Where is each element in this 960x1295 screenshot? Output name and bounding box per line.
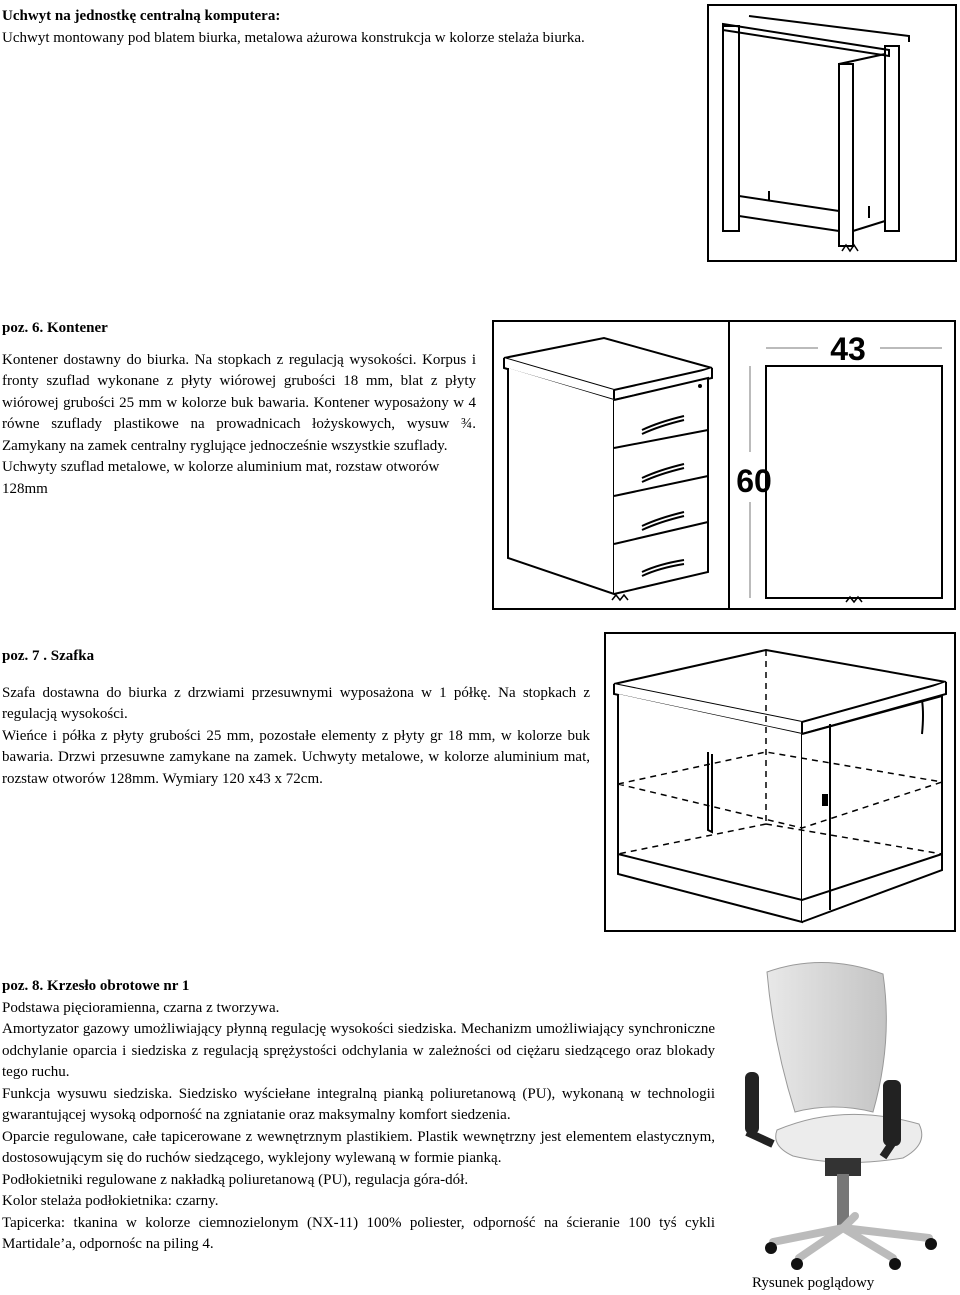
poz8-paragraph-5: Podłokietniki regulowane z nakładką poliuretanową (PU), regulacja góra-dół. — [2, 1171, 469, 1188]
poz8-paragraph-1: Podstawa pięcioramienna, czarna z tworzywa. — [2, 999, 280, 1016]
chair-caption: Rysunek poglądowy — [752, 1275, 875, 1291]
dimension-height-label: 60 — [736, 463, 772, 499]
poz6-section — [2, 318, 476, 500]
poz8-paragraph-7: Tapicerka: tkanina w kolorze ciemnozielonym (NX-11) 100% poliester, odporność na ścieranie 100 tyś cykli Martidale’a, odpornośc na piling 4. — [2, 1214, 715, 1252]
container-drawing — [492, 320, 732, 610]
uchwyt-title: Uchwyt na jednostkę centralną komputera: — [2, 8, 281, 24]
poz8-paragraph-2: Amortyzator gazowy umożliwiający płynną regulację wysokości siedziska. Mechanizm umożliwiający synchroniczne odchylanie oparcia i siedziska z regulacją sprężystości odchylania w zależności od ciężaru siedzącego oraz blokady tego ruchu. — [2, 1021, 715, 1080]
chair-image — [733, 952, 955, 1270]
poz8-section — [2, 976, 715, 1256]
cabinet-drawing — [604, 632, 956, 932]
cpu-holder-drawing — [707, 4, 957, 262]
dimensions-drawing — [728, 320, 956, 610]
poz8-paragraph-6: Kolor stelaża podłokietnika: czarny. — [2, 1193, 219, 1209]
poz8-heading: poz. 8. Krzesło obrotowe nr 1 — [2, 978, 190, 994]
dimension-width-label: 43 — [830, 331, 866, 367]
poz7-section — [2, 646, 590, 790]
poz6-paragraph-1: Kontener dostawny do biurka. Na stopkach z regulacją wysokości. Korpus i fronty szuflad wykonane z płyty wiórowej grubości 18 mm, blat z płyty wiórowej grubości 25 mm w kolorze buk bawaria. Kontener wyposażony w 4 równe szuflady plastikowe na prowadnicach łożyskowych, wysuw ¾. Zamykany na zamek centralny ryglujące jednocześnie wszystkie szuflady. — [2, 351, 476, 454]
poz7-paragraph-1: Szafa dostawna do biurka z drzwiami przesuwnymi wyposażona w 1 półkę. Na stopkach z regulacją wysokości. — [2, 684, 590, 722]
uchwyt-section — [2, 6, 682, 49]
poz8-paragraph-4: Oparcie regulowane, całe tapicerowane z wewnętrznym plastikiem. Plastik wewnętrzny jest elementem elastycznym, dostosowującym się do ruchów siedzącego, wyklejony wylewaną w formie pianką. — [2, 1128, 715, 1166]
poz7-paragraph-2: Wieńce i półka z płyty grubości 25 mm, pozostałe elementy z płyty gr 18 mm, w kolorze buk bawaria. Drzwi przesuwne zamykane na zamek. Uchwyty metalowe, w kolorze aluminium mat, rozstaw otworów 128mm. Wymiary 120 x43 x 72cm. — [2, 727, 590, 787]
poz6-paragraph-2: Uchwyty szuflad metalowe, w kolorze aluminium mat, rozstaw otworów 128mm — [2, 459, 440, 497]
poz8-paragraph-3: Funkcja wysuwu siedziska. Siedzisko wyściełane integralną pianką poliuretanową (PU), wykonaną w technologii gwarantującej wysoką odporność na zgniatanie oraz maksymalny komfort siedzenia. — [2, 1085, 715, 1123]
poz6-heading: poz. 6. Kontener — [2, 320, 108, 336]
uchwyt-text: Uchwyt montowany pod blatem biurka, metalowa ażurowa konstrukcja w kolorze stelaża biurka. — [2, 29, 585, 46]
poz7-heading: poz. 7 . Szafka — [2, 648, 95, 664]
